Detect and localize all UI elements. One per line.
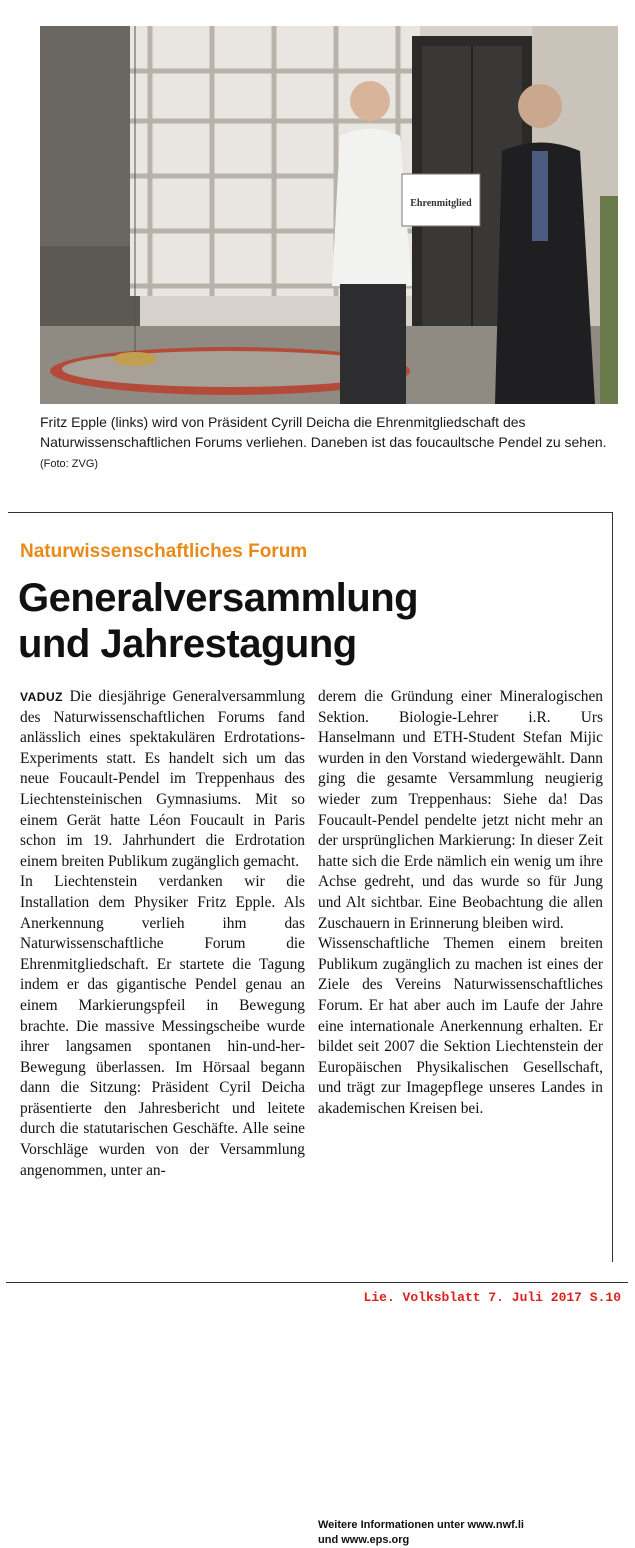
- article-photo: [40, 26, 618, 404]
- photo-caption: [40, 412, 625, 474]
- source-stamp: Lie. Volksblatt 7. Juli 2017 S.10: [363, 1290, 621, 1305]
- more-info: [318, 1518, 603, 1548]
- caption-text: Fritz Epple (links) wird von Präsident Cyrill Deicha die Ehrenmitgliedschaft des Naturwissenschaftlichen Forums verliehen. Daneben ist das foucaultsche Pendel zu sehen.: [40, 414, 607, 450]
- article-column-left: [20, 687, 305, 1181]
- dateline: VADUZ: [20, 690, 63, 704]
- paragraph-3: derem die Gründung einer Mineralogischen Sektion. Biologie-Lehrer i.R. Urs Hanselmann und ETH-Student Stefan Mijic wurden in den Vorstand wiedergewählt. Dann ging die gesamte Versammlung neugierig wieder zum Treppenhaus: Siehe da! Das Foucault-Pendel pendelte jetzt nicht mehr an der ursprünglichen Markierung: In dieser Zeit hatte sich die Erde nämlich ein wenig um ihre Achse gedreht, und das wurde so für Jung und Alt sichtbar. Eine Beobachtung die allen Zuschauern in Erinnerung bleiben wird.: [318, 688, 603, 932]
- paragraph-2: In Liechtenstein verdanken wir die Installation dem Physiker Fritz Epple. Als Anerkennung verlieh ihm das Naturwissenschaftliche Forum die Ehrenmitgliedschaft. Er startete die Tagung indem er das gigantische Pendel genau an einem Markierungspfeil in Bewegung brachte. Die massive Messingscheibe wurde ihrer langsamen spontanen hin-und-her-Bewegung überlassen. Im Hörsaal begann dann die Sitzung: Präsident Cyril Deicha präsentierte den Jahresbericht und leitete durch die statutarischen Geschäfte. Alle seine Vorschläge wurden von der Versammlung angenommen, unter an-: [20, 873, 305, 1179]
- article-kicker: Naturwissenschaftliches Forum: [20, 541, 308, 562]
- paragraph-1: [20, 687, 305, 872]
- more-info-line-2: und www.eps.org: [318, 1534, 410, 1546]
- article-column-right: [318, 687, 603, 1119]
- bottom-divider: [6, 1282, 628, 1283]
- certificate-text: Ehrenmitglied: [410, 198, 472, 209]
- article-headline: [18, 575, 608, 667]
- photo-illustration: [40, 26, 618, 404]
- paragraph-1-text: Die diesjährige Generalversammlung des Naturwissenschaftlichen Forums fand anlässlich eines spektakulären Erdrotations-Experiments statt. Es handelt sich um das neue Foucault-Pendel im Treppenhaus des Liechtensteinischen Gymnasiums. Mit so einem Gerät hatte Léon Foucault in Paris schon im 19. Jahrhundert die Erdrotation einem breiten Publikum zugänglich gemacht.: [20, 688, 305, 870]
- paragraph-4: Wissenschaftliche Themen einem breiten Publikum zugänglich zu machen ist eines der Ziele des Vereins Naturwissenschaftliches Forum. Er hat aber auch im Laufe der Jahre eine internationale Anerkennung erhalten. Er bildet seit 2007 die Sektion Liechtenstein der Europäischen Physikalischen Gesellschaft, und trägt zur Imagepflege unseres Landes in akademischen Kreisen bei.: [318, 935, 603, 1117]
- headline-line-1: Generalversammlung: [18, 576, 419, 620]
- more-info-line-1: Weitere Informationen unter www.nwf.li: [318, 1519, 524, 1531]
- headline-line-2: und Jahrestagung: [18, 622, 357, 666]
- photo-credit: (Foto: ZVG): [40, 458, 99, 470]
